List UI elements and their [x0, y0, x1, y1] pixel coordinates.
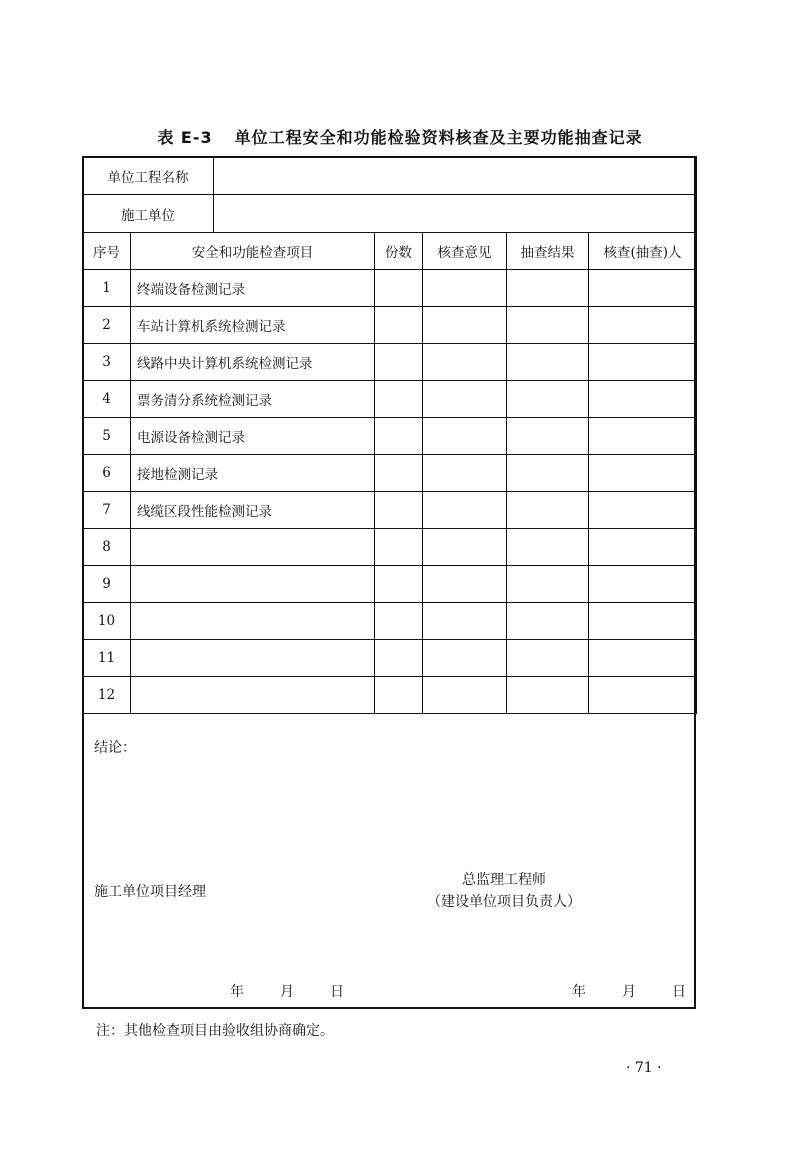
right-date-month: 月	[622, 984, 636, 1000]
row-number: 8	[83, 529, 131, 566]
right-date-day: 日	[672, 984, 686, 1000]
left-date-month: 月	[280, 984, 294, 1000]
right-date-year: 年	[572, 984, 586, 1000]
row-item: 终端设备检测记录	[131, 270, 375, 307]
project-manager-label: 施工单位项目经理	[94, 884, 206, 900]
chief-supervisor-label: 总监理工程师	[462, 872, 546, 888]
left-date-year: 年	[230, 984, 244, 1000]
table-title	[0, 125, 800, 148]
row-number: 4	[83, 381, 131, 418]
row-item: 车站计算机系统检测记录	[131, 307, 375, 344]
row-number: 6	[83, 455, 131, 492]
row-item: 接地检测记录	[131, 455, 375, 492]
table-code: 表 E-3	[157, 128, 213, 147]
chief-supervisor-block	[404, 869, 604, 913]
row-item: 线路中央计算机系统检测记录	[131, 344, 375, 381]
row-number: 10	[83, 603, 131, 640]
row-item: 票务清分系统检测记录	[131, 381, 375, 418]
col-header-no: 序号	[83, 233, 131, 270]
row-number: 1	[83, 270, 131, 307]
col-header-review: 核查意见	[423, 233, 507, 270]
conclusion-section	[84, 729, 694, 1007]
row-item: 电源设备检测记录	[131, 418, 375, 455]
row-number: 5	[83, 418, 131, 455]
table-title-text: 单位工程安全和功能检验资料核查及主要功能抽查记录	[234, 128, 643, 147]
col-header-spot-check: 抽查结果	[507, 233, 589, 270]
conclusion-label: 结论：	[94, 740, 136, 756]
row-item: 线缆区段性能检测记录	[131, 492, 375, 529]
row-number: 12	[83, 677, 131, 714]
left-date-day: 日	[330, 984, 344, 1000]
col-header-item: 安全和功能检查项目	[131, 233, 375, 270]
col-header-copies: 份数	[375, 233, 423, 270]
col-header-inspector: 核查(抽查)人	[589, 233, 697, 270]
owner-lead-label: （建设单位项目负责人）	[427, 894, 581, 910]
unit-project-label: 单位工程名称	[83, 157, 214, 194]
row-number: 3	[83, 344, 131, 381]
row-number: 11	[83, 640, 131, 677]
row-number: 7	[83, 492, 131, 529]
row-number: 9	[83, 566, 131, 603]
row-number: 2	[83, 307, 131, 344]
footnote: 注：其他检查项目由验收组协商确定。	[96, 1023, 334, 1039]
page-number: · 71 ·	[626, 1060, 662, 1076]
contractor-label: 施工单位	[83, 195, 214, 232]
